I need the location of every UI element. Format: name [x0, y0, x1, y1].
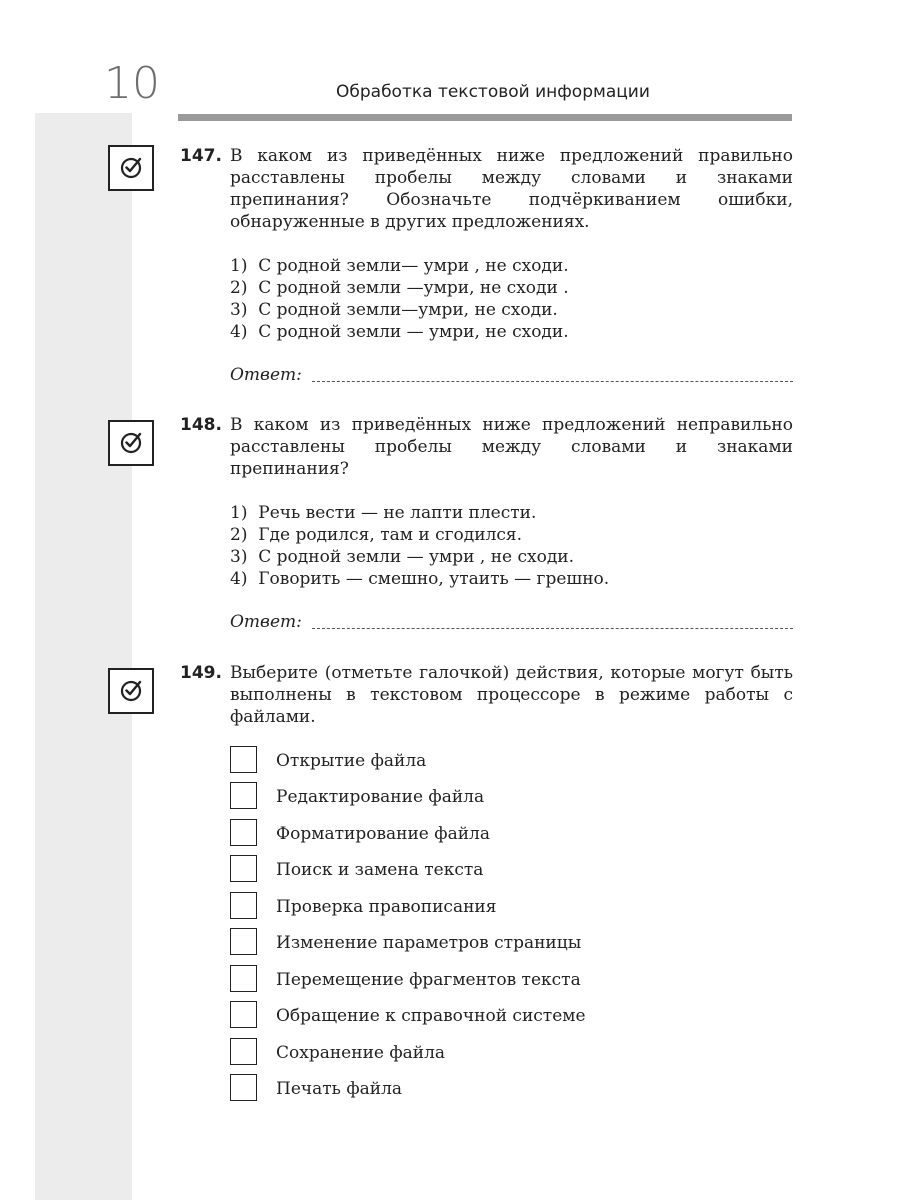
checkbox[interactable]	[230, 782, 257, 809]
task-marker-box	[108, 668, 154, 714]
task-question: Выберите (отметьте галочкой) действия, которые могут быть выполнены в текстовом процессоре в режиме работы с файлами.	[230, 663, 793, 727]
checkbox-label: Сохранение файла	[276, 1043, 446, 1063]
answer-row	[230, 364, 793, 388]
task-number: 149.	[180, 663, 222, 683]
checkbox[interactable]	[230, 892, 257, 919]
checkbox-label: Форматирование файла	[276, 824, 490, 844]
answer-label: Ответ:	[230, 365, 302, 385]
running-title: Обработка текстовой информации	[336, 82, 650, 102]
checkbox-label: Открытие файла	[276, 751, 427, 771]
task-marker-box	[108, 145, 154, 191]
checkbox[interactable]	[230, 928, 257, 955]
answer-label: Ответ:	[230, 612, 302, 632]
check-circle-icon	[119, 431, 143, 455]
checkbox[interactable]	[230, 965, 257, 992]
option-3: 3) С родной земли—умри, не сходи.	[230, 300, 558, 320]
task-number: 148.	[180, 415, 222, 435]
checkbox-label: Поиск и замена текста	[276, 860, 484, 880]
option-1: 1) Речь вести — не лапти плести.	[230, 503, 537, 523]
page-number: 10	[104, 58, 160, 109]
checkbox[interactable]	[230, 1001, 257, 1028]
checkbox-label: Изменение параметров страницы	[276, 933, 582, 953]
answer-row	[230, 611, 793, 635]
option-1: 1) С родной земли— умри , не сходи.	[230, 256, 569, 276]
checkbox-label: Печать файла	[276, 1079, 403, 1099]
option-4: 4) Говорить — смешно, утаить — грешно.	[230, 569, 610, 589]
option-4: 4) С родной земли — умри, не сходи.	[230, 322, 569, 342]
checkbox[interactable]	[230, 746, 257, 773]
task-question: В каком из приведённых ниже предложений правильно расставлены пробелы между словами и знаками препинания? Обозначьте подчёркиванием ошибки, обнаруженные в других предложениях.	[230, 146, 793, 232]
task-question: В каком из приведённых ниже предложений неправильно расставлены пробелы между словами и знаками препинания?	[230, 415, 793, 479]
answer-input-line[interactable]	[312, 381, 793, 382]
task-marker-box	[108, 420, 154, 466]
checkbox[interactable]	[230, 1074, 257, 1101]
option-3: 3) С родной земли — умри , не сходи.	[230, 547, 575, 567]
page-margin-band	[35, 113, 132, 1200]
checkbox[interactable]	[230, 819, 257, 846]
option-2: 2) Где родился, там и сгодился.	[230, 525, 523, 545]
task-number: 147.	[180, 146, 222, 166]
checkbox-label: Проверка правописания	[276, 897, 497, 917]
checkbox-label: Обращение к справочной системе	[276, 1006, 586, 1026]
check-circle-icon	[119, 156, 143, 180]
answer-options	[230, 255, 793, 343]
answer-input-line[interactable]	[312, 628, 793, 629]
option-2: 2) С родной земли —умри, не сходи .	[230, 278, 569, 298]
checkbox-label: Редактирование файла	[276, 787, 485, 807]
answer-options	[230, 502, 793, 590]
checkbox-label: Перемещение фрагментов текста	[276, 970, 581, 990]
header-rule	[178, 114, 792, 121]
checkbox[interactable]	[230, 1038, 257, 1065]
checkbox[interactable]	[230, 855, 257, 882]
check-circle-icon	[119, 679, 143, 703]
